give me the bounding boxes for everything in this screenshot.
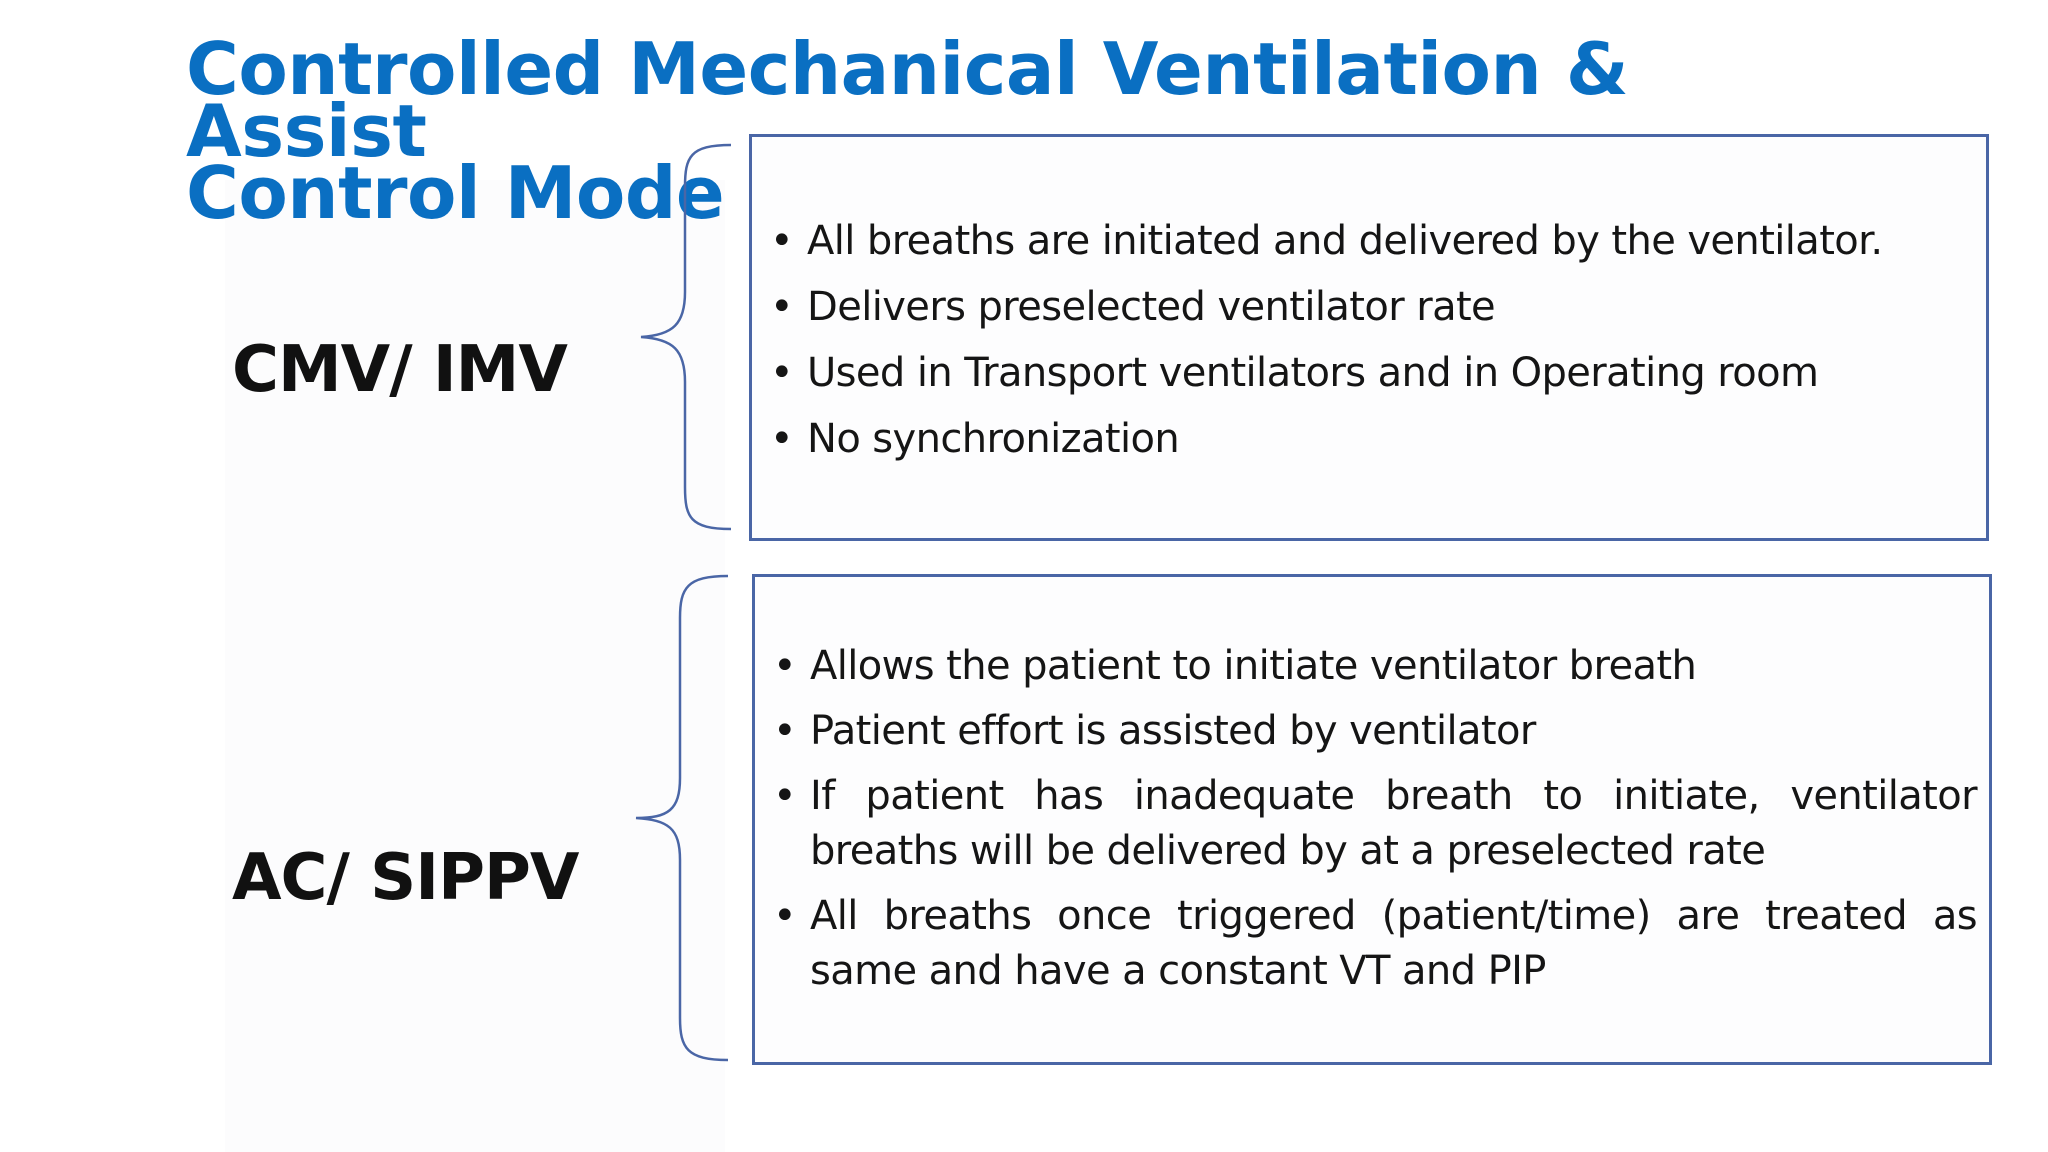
slide-title-line-1: Controlled Mechanical Ventilation & Assist xyxy=(186,27,1629,173)
bullet-icon: • xyxy=(770,350,793,396)
bullet-icon: • xyxy=(773,893,796,939)
ac-sippv-bullet-list xyxy=(773,639,1977,1009)
mode-label-ac-sippv: AC/ SIPPV xyxy=(232,841,579,915)
list-item xyxy=(770,279,1974,335)
list-item xyxy=(773,704,1977,759)
cmv-imv-bullet-list xyxy=(770,213,1974,477)
list-item xyxy=(773,769,1977,879)
list-item xyxy=(770,213,1974,269)
bullet-text: Patient effort is assisted by ventilator xyxy=(810,708,1536,754)
bullet-icon: • xyxy=(770,416,793,462)
cmv-imv-description-box xyxy=(749,134,1989,541)
bullet-text: No synchronization xyxy=(807,416,1180,462)
curly-brace-ac-icon xyxy=(632,573,732,1063)
slide-title-line-2: Control Mode xyxy=(186,151,725,235)
bullet-text: All breaths are initiated and delivered by the ventilator. xyxy=(807,218,1883,264)
bullet-text: Delivers preselected ventilator rate xyxy=(807,284,1496,330)
bullet-icon: • xyxy=(770,218,793,264)
bullet-text: Allows the patient to initiate ventilator breath xyxy=(810,643,1697,689)
ac-sippv-description-box xyxy=(752,574,1992,1065)
list-item xyxy=(770,411,1974,467)
bullet-icon: • xyxy=(773,643,796,689)
bullet-text: All breaths once triggered (patient/time) are treated as same and have a constant VT and PIP xyxy=(810,893,1977,994)
list-item xyxy=(773,639,1977,694)
bullet-icon: • xyxy=(773,708,796,754)
mode-label-cmv-imv: CMV/ IMV xyxy=(232,333,567,407)
bullet-text: Used in Transport ventilators and in Operating room xyxy=(807,350,1819,396)
bullet-text: If patient has inadequate breath to initiate, ventilator breaths will be delivered by at a preselected rate xyxy=(810,773,1977,874)
curly-brace-cmv-icon xyxy=(635,142,735,532)
bullet-icon: • xyxy=(773,773,796,819)
bullet-icon: • xyxy=(770,284,793,330)
list-item xyxy=(770,345,1974,401)
list-item xyxy=(773,889,1977,999)
